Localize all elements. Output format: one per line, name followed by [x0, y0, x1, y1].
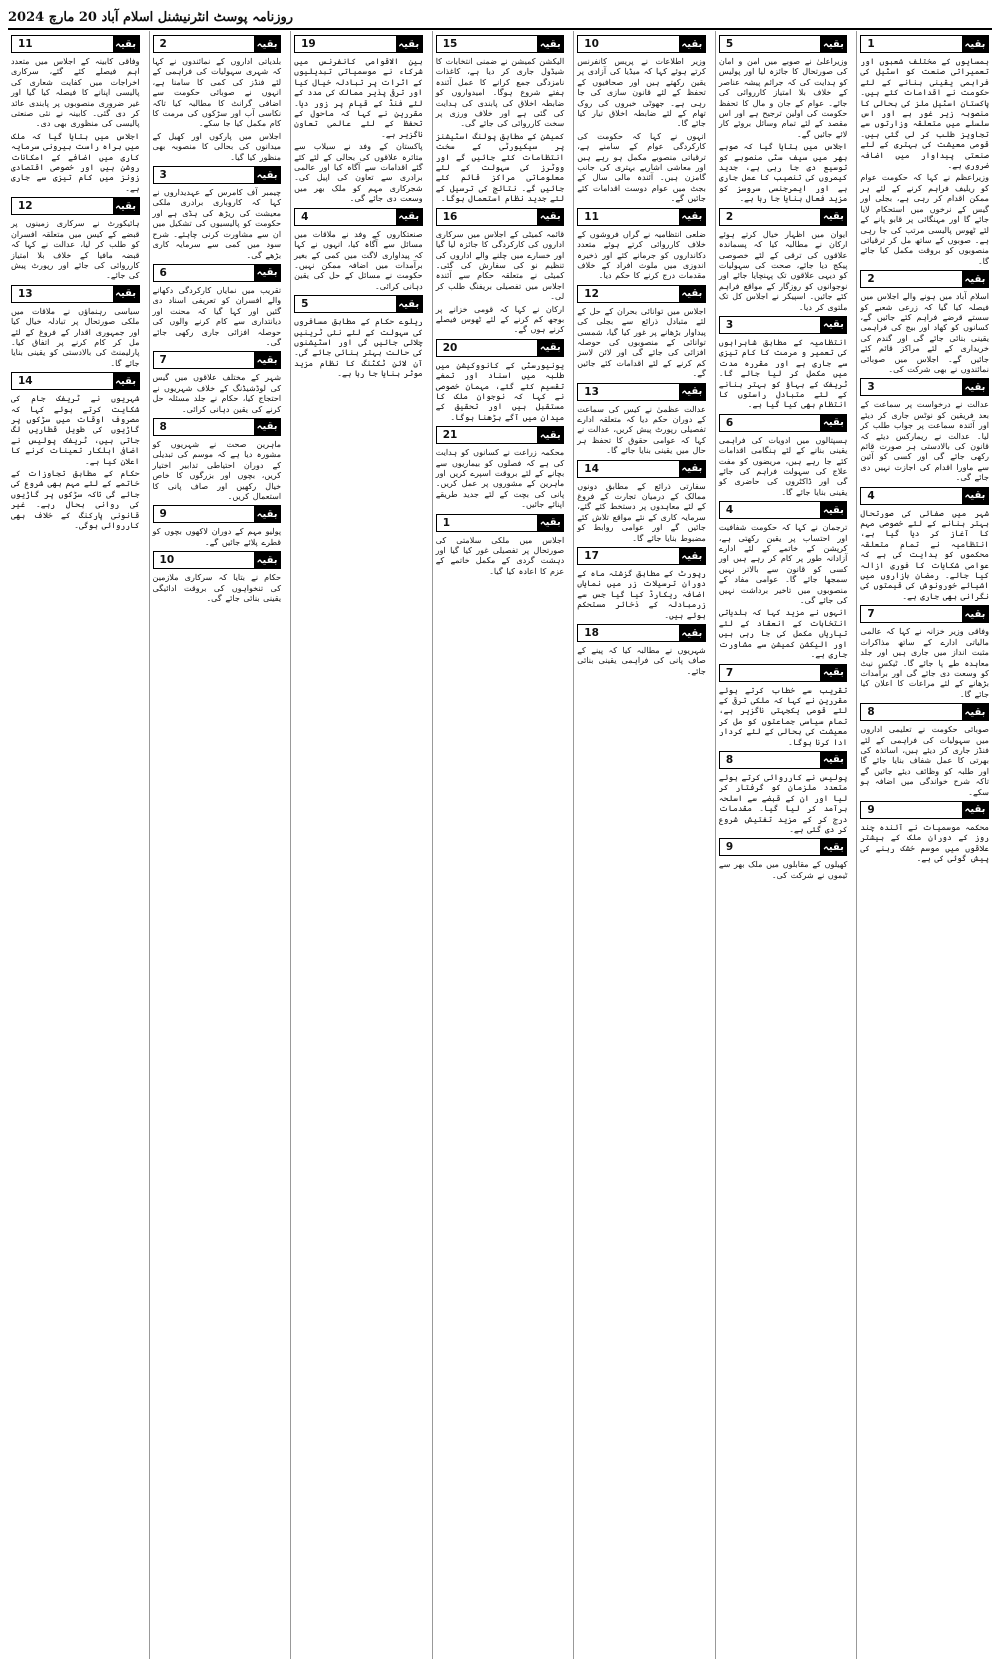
article-paragraph: انہوں نے مزید کہا کہ بلدیاتی انتخابات کے انعقاد کے لئے تیاریاں مکمل کی جا رہی ہیں اور الیکشن کمیشن سے مشاورت جاری ہے۔ — [718, 607, 848, 660]
continuation-number: 6 — [720, 415, 821, 431]
continuation-number: 21 — [437, 427, 538, 443]
masthead-title: روزنامہ پوسٹ انٹرنیشنل اسلام آباد 20 مارچ 2024 — [8, 9, 294, 25]
article-paragraph: اجلاس میں ملکی سلامتی کی صورتحال پر تفصیلی غور کیا گیا اور دہشت گردی کے مکمل خاتمے کے عزم کا اعادہ کیا گیا۔ — [435, 534, 565, 576]
continuation-number: 9 — [154, 506, 255, 522]
article-paragraph: اجلاس میں توانائی بحران کے حل کے لئے متبادل ذرائع سے بجلی کی پیداوار بڑھانے پر غور کیا گیا، شمسی توانائی کے منصوبوں کی حوصلہ افزائی کی جائے گی اور لائن لاسز کم کرنے کے لئے اقدامات کئے جائیں گے۔ — [577, 305, 706, 379]
continuation-label: بقیہ — [396, 36, 422, 52]
continuation-label: بقیہ — [679, 384, 705, 400]
continuation-number: 4 — [861, 488, 962, 504]
continuation-box — [577, 547, 706, 565]
article-paragraph: یونیورسٹی کے کانووکیشن میں طلبہ میں اسناد اور تمغے تقسیم کئے گئے، مہمان خصوصی نے کہا کہ نوجوان ملک کا مستقبل ہیں اور تحقیق کے میدان میں آگے بڑھنا ہوگا۔ — [435, 359, 565, 422]
article-paragraph: ہائیکورٹ نے سرکاری زمینوں پر قبضے کے کیس میں متعلقہ افسران کو طلب کر لیا، عدالت نے کہا کہ قبضہ مافیا کے خلاف بلا امتیاز کارروائی کی جائے اور رپورٹ پیش کی جائے۔ — [10, 218, 140, 281]
continuation-number: 1 — [437, 515, 538, 531]
continuation-number: 7 — [861, 606, 962, 622]
article-paragraph: محکمہ موسمیات نے آئندہ چند روز کے دوران ملک کے بیشتر علاقوں میں موسم خشک رہنے کی پیش گوئی کی ہے۔ — [860, 821, 989, 864]
continuation-box — [860, 378, 989, 396]
continuation-number: 2 — [720, 209, 821, 225]
article-paragraph: سیاسی رہنماؤں نے ملاقات میں ملکی صورتحال پر تبادلہ خیال کیا اور جمہوری اقدار کے فروغ کے لئے مل کر کام کرنے پر اتفاق کیا۔ پارلیمنٹ کی بالادستی کو یقینی بنایا جائے گا۔ — [10, 305, 140, 368]
continuation-label: بقیہ — [962, 379, 988, 395]
continuation-box — [719, 316, 848, 334]
continuation-box — [294, 208, 423, 226]
continuation-number: 8 — [720, 752, 821, 768]
continuation-box — [153, 418, 282, 436]
continuation-label: بقیہ — [679, 286, 705, 302]
continuation-box — [860, 605, 989, 623]
article-paragraph: شہریوں نے ٹریفک جام کی شکایت کرتے ہوئے کہا کہ مصروف اوقات میں سڑکوں پر گاڑیوں کی طویل قطاریں لگ جاتی ہیں، ٹریفک پولیس نے اضافی اہلکار تعینات کرنے کا اعلان کیا ہے۔ — [10, 393, 140, 466]
continuation-label: بقیہ — [962, 488, 988, 504]
continuation-number: 9 — [720, 839, 821, 855]
continuation-label: بقیہ — [820, 36, 846, 52]
continuation-label: بقیہ — [537, 36, 563, 52]
article-paragraph: ارکان نے کہا کہ قومی خزانے پر بوجھ کم کرنے کے لئے ٹھوس فیصلے کرنے ہوں گے۔ — [435, 303, 565, 335]
continuation-box — [436, 514, 565, 532]
article-paragraph: ہسپتالوں میں ادویات کی فراہمی یقینی بنانے کے لئے ہنگامی اقدامات کئے جا رہے ہیں، مریضوں کو مفت علاج کی سہولت فراہم کی جائے گی اور ڈاکٹروں کی حاضری کو یقینی بنایا جائے گا۔ — [718, 434, 848, 497]
column-5 — [290, 31, 426, 1659]
article-paragraph: محکمہ زراعت نے کسانوں کو ہدایت کی ہے کہ فصلوں کو بیماریوں سے بچانے کے لئے بروقت اسپرے کریں اور ماہرین کے مشوروں پر عمل کریں۔ پانی کی بچت کے لئے جدید طریقے اپنائے جائیں۔ — [435, 447, 565, 510]
continuation-box — [11, 372, 140, 390]
continuation-label: بقیہ — [113, 36, 139, 52]
continuation-number: 16 — [437, 209, 538, 225]
continuation-number: 14 — [12, 373, 113, 389]
continuation-box — [436, 339, 565, 357]
article-paragraph: صوبائی حکومت نے تعلیمی اداروں میں سہولیات کی فراہمی کے لئے فنڈز جاری کر دیئے ہیں، اساتذہ کی بھرتی کا عمل شفاف بنایا جائے گا اور طلبہ کو وظائف دیئے جائیں گے تاکہ شرح خواندگی میں اضافہ ہو سکے۔ — [860, 724, 989, 797]
article-paragraph: بلدیاتی اداروں کے نمائندوں نے کہا کہ شہری سہولیات کی فراہمی کے لئے فنڈز کی کمی کا سامنا ہے، انہوں نے صوبائی حکومت سے اضافی گرانٹ کا مطالبہ کیا تاکہ نکاسی آب اور سڑکوں کی مرمت کا کام مکمل کیا جا سکے۔ — [152, 56, 282, 129]
column-6 — [149, 31, 285, 1659]
continuation-number: 9 — [861, 802, 962, 818]
article-paragraph: رپورٹ کے مطابق گزشتہ ماہ کے دوران ترسیلات زر میں نمایاں اضافہ ریکارڈ کیا گیا جس سے زرمبادلہ کے ذخائر مستحکم ہوئے ہیں۔ — [577, 568, 706, 620]
continuation-box — [11, 35, 140, 53]
continuation-number: 17 — [578, 548, 679, 564]
continuation-box — [719, 414, 848, 432]
article-paragraph: قائمہ کمیٹی کے اجلاس میں سرکاری اداروں کی کارکردگی کا جائزہ لیا گیا اور خسارے میں چلنے والے اداروں کی تنظیم نو کی سفارش کی گئی۔ کمیٹی نے متعلقہ حکام سے آئندہ اجلاس میں تفصیلی بریفنگ طلب کر لی۔ — [435, 228, 565, 302]
article-paragraph: کھیلوں کے مقابلوں میں ملک بھر سے ٹیموں نے شرکت کی۔ — [718, 859, 848, 880]
continuation-label: بقیہ — [537, 515, 563, 531]
article-paragraph: شہر کے مختلف علاقوں میں گیس کی لوڈشیڈنگ کے خلاف شہریوں نے احتجاج کیا، حکام نے جلد مسئلہ حل کرنے کی یقین دہانی کرائی۔ — [152, 372, 282, 414]
continuation-box — [577, 285, 706, 303]
continuation-box — [719, 664, 848, 682]
continuation-box — [719, 35, 848, 53]
continuation-label: بقیہ — [254, 552, 280, 568]
continuation-label: بقیہ — [679, 625, 705, 641]
continuation-label: بقیہ — [254, 419, 280, 435]
article-paragraph: عدالت عظمیٰ نے کیس کی سماعت کے دوران حکم دیا کہ متعلقہ ادارے تفصیلی رپورٹ پیش کریں، عدالت نے کہا کہ عوامی حقوق کا تحفظ ہر حال میں یقینی بنایا جائے گا۔ — [577, 403, 706, 456]
column-2 — [715, 31, 851, 1659]
continuation-box — [719, 751, 848, 769]
article-paragraph: پاکستان کے وفد نے سیلاب سے متاثرہ علاقوں کی بحالی کے لئے کئے گئے اقدامات سے آگاہ کیا اور عالمی برادری سے تعاون کی اپیل کی۔ شجرکاری مہم کو ملک بھر میں وسعت دی جائے گی۔ — [294, 141, 423, 204]
column-3 — [573, 31, 709, 1659]
continuation-number: 2 — [154, 36, 255, 52]
continuation-box — [577, 383, 706, 401]
continuation-box — [153, 166, 282, 184]
continuation-box — [153, 264, 282, 282]
continuation-number: 3 — [720, 317, 821, 333]
continuation-label: بقیہ — [254, 265, 280, 281]
continuation-box — [577, 460, 706, 478]
article-paragraph: عدالت نے درخواست پر سماعت کے بعد فریقین کو نوٹس جاری کر دیئے اور آئندہ سماعت پر جواب طلب کر لیا۔ عدالت نے ریمارکس دیئے کہ قانون کی بالادستی ہر صورت قائم رکھی جائے گی اور کسی کو آئین سے ماورا اقدام کی اجازت نہیں دی جائے گی۔ — [860, 399, 989, 483]
continuation-label: بقیہ — [962, 606, 988, 622]
continuation-label: بقیہ — [820, 665, 846, 681]
continuation-box — [719, 838, 848, 856]
continuation-box — [577, 624, 706, 642]
continuation-box — [577, 35, 706, 53]
continuation-number: 13 — [12, 286, 113, 302]
article-paragraph: اجلاس میں پارکوں اور کھیل کے میدانوں کی بحالی کا منصوبہ بھی منظور کیا گیا۔ — [152, 130, 282, 162]
continuation-label: بقیہ — [679, 209, 705, 225]
continuation-label: بقیہ — [820, 317, 846, 333]
article-paragraph: پولیو مہم کے دوران لاکھوں بچوں کو قطرے پلائے جائیں گے۔ — [152, 526, 282, 547]
article-paragraph: پولیس نے کارروائی کرتے ہوئے متعدد ملزمان کو گرفتار کر لیا اور ان کے قبضے سے اسلحہ برآمد کر لیا گیا۔ مقدمات درج کر کے مزید تفتیش شروع کر دی گئی ہے۔ — [718, 771, 848, 834]
continuation-number: 14 — [578, 461, 679, 477]
continuation-label: بقیہ — [396, 209, 422, 225]
continuation-number: 11 — [578, 209, 679, 225]
article-paragraph: ضلعی انتظامیہ نے گراں فروشوں کے خلاف کارروائی کرتے ہوئے متعدد دکانداروں کو جرمانے کئے اور ذخیرہ اندوزی میں ملوث افراد کے خلاف مقدمات درج کرنے کا حکم دیا۔ — [577, 228, 706, 281]
article-paragraph: بین الاقوامی کانفرنس میں شرکاء نے موسمیاتی تبدیلیوں کے اثرات پر تبادلہ خیال کیا اور ترقی پذیر ممالک کی مدد کے لئے فنڈ کے قیام پر زور دیا۔ مقررین نے کہا کہ ماحول کے تحفظ کے لئے عالمی تعاون ناگزیر ہے۔ — [294, 56, 423, 139]
continuation-number: 15 — [437, 36, 538, 52]
continuation-label: بقیہ — [820, 752, 846, 768]
continuation-box — [153, 551, 282, 569]
continuation-number: 5 — [720, 36, 821, 52]
continuation-label: بقیہ — [254, 352, 280, 368]
continuation-label: بقیہ — [820, 415, 846, 431]
article-paragraph: شہریوں نے مطالبہ کیا کہ پینے کے صاف پانی کی فراہمی یقینی بنائی جائے۔ — [577, 645, 706, 676]
continuation-label: بقیہ — [113, 286, 139, 302]
continuation-label: بقیہ — [113, 198, 139, 214]
continuation-number: 10 — [154, 552, 255, 568]
continuation-number: 2 — [861, 271, 962, 287]
continuation-box — [577, 208, 706, 226]
continuation-number: 6 — [154, 265, 255, 281]
article-paragraph: کمیشن کے مطابق پولنگ اسٹیشنز پر سیکیورٹی کے سخت انتظامات کئے جائیں گے اور ووٹرز کی سہولت کے لئے معلوماتی مراکز قائم کئے جائیں گے۔ نتائج کی ترسیل کے لئے جدید نظام استعمال ہوگا۔ — [435, 130, 565, 204]
column-4 — [432, 31, 568, 1659]
article-paragraph: وزیراعلیٰ نے صوبے میں امن و امان کی صورتحال کا جائزہ لیا اور پولیس کو ہدایت کی کہ جرائم پیشہ عناصر کے خلاف بلا امتیاز کارروائی کی جائے۔ عوام کے جان و مال کا تحفظ حکومت کی اولین ترجیح ہے اور اس مقصد کے لئے تمام وسائل بروئے کار لائے جائیں گے۔ — [718, 56, 848, 139]
continuation-label: بقیہ — [820, 209, 846, 225]
continuation-label: بقیہ — [537, 209, 563, 225]
continuation-number: 12 — [578, 286, 679, 302]
article-paragraph: ایوان میں اظہار خیال کرتے ہوئے ارکان نے مطالبہ کیا کہ پسماندہ علاقوں کی ترقی کے لئے خصوصی پیکج دیا جائے، صحت کی سہولیات کو دیہی علاقوں تک پہنچایا جائے اور نوجوانوں کو روزگار کے مواقع فراہم کئے جائیں۔ اسپیکر نے اجلاس کل تک ملتوی کر دیا۔ — [718, 228, 848, 312]
article-paragraph: شہر میں صفائی کی صورتحال بہتر بنانے کے لئے خصوصی مہم کا آغاز کر دیا گیا ہے، انتظامیہ نے تمام متعلقہ محکموں کو ہدایت کی ہے کہ عوامی شکایات کا فوری ازالہ کیا جائے۔ رمضان بازاروں میں اشیائے خورونوش کی قیمتوں کی نگرانی بھی جاری ہے۔ — [860, 507, 989, 601]
article-paragraph: حکام کے مطابق تجاوزات کے خاتمے کے لئے مہم بھی شروع کی جائے گی تاکہ سڑکوں پر گاڑیوں کی روانی بحال رہے۔ غیر قانونی پارکنگ کے خلاف بھی کارروائی ہوگی۔ — [10, 468, 140, 531]
continuation-box — [436, 208, 565, 226]
article-paragraph: وفاقی وزیر خزانہ نے کہا کہ عالمی مالیاتی ادارے کے ساتھ مذاکرات مثبت انداز میں جاری ہیں اور جلد معاہدہ طے پا جائے گا۔ ٹیکس نیٹ کو وسعت دی جائے گی اور برآمدات بڑھانے کے لئے مراعات کا اعلان کیا جائے گا۔ — [860, 626, 989, 699]
column-1 — [856, 31, 992, 1659]
continuation-box — [719, 501, 848, 519]
masthead — [8, 6, 992, 30]
continuation-box — [860, 270, 989, 288]
continuation-box — [860, 35, 989, 53]
continuation-label: بقیہ — [962, 271, 988, 287]
continuation-label: بقیہ — [679, 461, 705, 477]
article-paragraph: تقریب میں نمایاں کارکردگی دکھانے والے افسران کو تعریفی اسناد دی گئیں اور کہا گیا کہ محنت اور دیانتداری سے کام کرنے والوں کی حوصلہ افزائی جاری رکھی جائے گی۔ — [152, 284, 282, 347]
article-paragraph: الیکشن کمیشن نے ضمنی انتخابات کا شیڈول جاری کر دیا ہے، کاغذات نامزدگی جمع کرانے کا عمل آئندہ ہفتے شروع ہوگا۔ امیدواروں کو ضابطہ اخلاق کی پابندی کی ہدایت کی گئی ہے اور خلاف ورزی پر سخت کارروائی کی جائے گی۔ — [435, 56, 565, 129]
continuation-box — [436, 426, 565, 444]
article-paragraph: ماہرین صحت نے شہریوں کو مشورہ دیا ہے کہ موسم کی تبدیلی کے دوران احتیاطی تدابیر اختیار کریں، بچوں اور بزرگوں کا خاص خیال رکھیں اور صاف پانی کا استعمال کریں۔ — [152, 438, 282, 501]
continuation-number: 7 — [720, 665, 821, 681]
continuation-label: بقیہ — [679, 548, 705, 564]
article-paragraph: اجلاس میں بتایا گیا کہ صوبے بھر میں سیف سٹی منصوبے کو توسیع دی جا رہی ہے، جدید کیمروں کی تنصیب کا عمل جاری ہے اور ایمرجنسی سروسز کو مزید فعال بنایا جا رہا ہے۔ — [718, 141, 848, 204]
continuation-label: بقیہ — [537, 340, 563, 356]
article-paragraph: اسلام آباد میں ہونے والے اجلاس میں فیصلہ کیا گیا کہ زرعی شعبے کو سستے قرضے فراہم کئے جائیں گے، کسانوں کو کھاد اور بیج کی فراہمی یقینی بنائی جائے گی اور گندم کی خریداری کے لئے مراکز قائم کئے جائیں گے۔ اجلاس میں صوبائی نمائندوں نے بھی شرکت کی۔ — [860, 291, 989, 374]
columns-container — [8, 31, 992, 1659]
article-paragraph: تقریب سے خطاب کرتے ہوئے مقررین نے کہا کہ ملکی ترقی کے لئے قومی یکجہتی ناگزیر ہے، تمام سیاسی جماعتوں کو مل کر معیشت کی بحالی کے لئے کردار ادا کرنا ہوگا۔ — [718, 684, 848, 747]
article-paragraph: وفاقی کابینہ کے اجلاس میں متعدد اہم فیصلے کئے گئے، سرکاری اخراجات میں کفایت شعاری کی پالیسی اپنانے کا فیصلہ کیا گیا اور غیر ضروری منصوبوں پر پابندی عائد کر دی گئی۔ کابینہ نے نئی صنعتی پالیسی کی منظوری بھی دی۔ — [10, 56, 140, 129]
continuation-box — [860, 703, 989, 721]
continuation-box — [436, 35, 565, 53]
continuation-label: بقیہ — [254, 36, 280, 52]
article-paragraph: وزیر اطلاعات نے پریس کانفرنس کرتے ہوئے کہا کہ میڈیا کی آزادی پر یقین رکھتے ہیں اور صحافیوں کے تحفظ کے لئے قانون سازی کی جا رہی ہے۔ جھوٹی خبروں کی روک تھام کے لئے ضابطہ اخلاق تیار کیا جائے گا۔ — [577, 56, 706, 129]
continuation-box — [153, 351, 282, 369]
continuation-box — [153, 505, 282, 523]
continuation-number: 20 — [437, 340, 538, 356]
continuation-number: 7 — [154, 352, 255, 368]
continuation-label: بقیہ — [820, 502, 846, 518]
article-paragraph: صنعتکاروں کے وفد نے ملاقات میں مسائل سے آگاہ کیا، انہوں نے کہا کہ پیداواری لاگت میں کمی کے بغیر برآمدات میں اضافہ ممکن نہیں۔ حکومت نے مسائل کے حل کی یقین دہانی کرائی۔ — [294, 228, 423, 291]
continuation-number: 1 — [861, 36, 962, 52]
article-paragraph: انتظامیہ کے مطابق شاہراہوں کی تعمیر و مرمت کا کام تیزی سے جاری ہے اور مقررہ مدت میں مکمل کر لیا جائے گا۔ ٹریفک کے بہاؤ کو بہتر بنانے کے لئے متبادل راستوں کا انتظام بھی کیا گیا ہے۔ — [718, 336, 848, 410]
continuation-number: 4 — [720, 502, 821, 518]
continuation-label: بقیہ — [962, 802, 988, 818]
continuation-number: 11 — [12, 36, 113, 52]
continuation-number: 4 — [295, 209, 396, 225]
continuation-number: 19 — [295, 36, 396, 52]
continuation-box — [11, 197, 140, 215]
continuation-label: بقیہ — [962, 704, 988, 720]
continuation-label: بقیہ — [254, 506, 280, 522]
continuation-label: بقیہ — [537, 427, 563, 443]
continuation-label: بقیہ — [254, 167, 280, 183]
continuation-label: بقیہ — [679, 36, 705, 52]
article-paragraph: ریلوے حکام کے مطابق مسافروں کی سہولت کے لئے نئی ٹرینیں چلائی جائیں گی اور اسٹیشنوں کی حالت بہتر بنائی جائے گی۔ آن لائن ٹکٹنگ کا نظام مزید موثر بنایا جا رہا ہے۔ — [294, 316, 423, 379]
article-paragraph: انہوں نے کہا کہ حکومت کی کارکردگی عوام کے سامنے ہے، ترقیاتی منصوبے مکمل ہو رہے ہیں اور معاشی اشاریے بہتری کی جانب گامزن ہیں۔ آئندہ مالی سال کے بجٹ میں عوام دوست اقدامات کئے جائیں گے۔ — [577, 130, 706, 204]
article-paragraph: چیمبر آف کامرس کے عہدیداروں نے کہا کہ کاروباری برادری ملکی معیشت کی ریڑھ کی ہڈی ہے اور حکومت کو پالیسیوں کی تشکیل میں ان سے مشاورت کرنی چاہئے۔ شرح سود میں کمی سے سرمایہ کاری بڑھے گی۔ — [152, 187, 282, 260]
continuation-number: 3 — [861, 379, 962, 395]
continuation-box — [860, 487, 989, 505]
continuation-number: 3 — [154, 167, 255, 183]
continuation-number: 18 — [578, 625, 679, 641]
continuation-box — [11, 285, 140, 303]
article-paragraph: وزیراعظم نے کہا کہ حکومت عوام کو ریلیف فراہم کرنے کے لئے ہر ممکن اقدام کر رہی ہے، بجلی اور گیس کے نرخوں میں استحکام لایا جائے گا اور مہنگائی پر قابو پانے کے لئے ٹھوس پالیسی مرتب کی جا رہی ہے۔ صوبوں کے ساتھ مل کر ترقیاتی منصوبوں کو بروقت مکمل کیا جائے گا۔ — [860, 172, 989, 266]
continuation-box — [153, 35, 282, 53]
continuation-box — [719, 208, 848, 226]
article-paragraph: سفارتی ذرائع کے مطابق دونوں ممالک کے درمیان تجارت کے فروغ کے لئے معاہدوں پر دستخط کئے گئے، سرمایہ کاری کے نئے مواقع تلاش کئے جائیں گے اور عوامی روابط کو مضبوط بنایا جائے گا۔ — [577, 480, 706, 543]
article-paragraph: اجلاس میں بتایا گیا کہ ملک میں براہ راست بیرونی سرمایہ کاری میں اضافے کے امکانات روشن ہیں اور خصوصی اقتصادی زونز میں کام تیزی سے جاری ہے۔ — [10, 130, 140, 193]
continuation-label: بقیہ — [962, 36, 988, 52]
continuation-number: 5 — [295, 296, 396, 312]
continuation-label: بقیہ — [820, 839, 846, 855]
continuation-number: 13 — [578, 384, 679, 400]
continuation-number: 12 — [12, 198, 113, 214]
continuation-box — [294, 35, 423, 53]
column-7 — [8, 31, 143, 1659]
continuation-label: بقیہ — [396, 296, 422, 312]
article-paragraph: ترجمان نے کہا کہ حکومت شفافیت اور احتساب پر یقین رکھتی ہے، کرپشن کے خاتمے کے لئے ادارے آزادانہ طور پر کام کر رہے ہیں اور کسی کو قانون سے بالاتر نہیں سمجھا جائے گا۔ عوامی مفاد کے منصوبوں میں تاخیر برداشت نہیں کی جائے گی۔ — [718, 522, 848, 606]
continuation-box — [860, 801, 989, 819]
continuation-number: 8 — [861, 704, 962, 720]
continuation-number: 8 — [154, 419, 255, 435]
article-paragraph: ہمسایوں کے مختلف شعبوں اور تعمیراتی صنعت کو اسٹیل کی فراہمی یقینی بنانے کے لئے حکومت نے اقدامات کئے ہیں۔ پاکستان اسٹیل ملز کی بحالی کا منصوبہ زیر غور ہے اور اس سلسلے میں متعلقہ وزارتوں سے تجاویز طلب کر لی گئی ہیں۔ قومی معیشت کی بہتری کے لئے صنعتی پیداوار میں اضافہ ضروری ہے۔ — [860, 56, 989, 171]
continuation-box — [294, 295, 423, 313]
continuation-label: بقیہ — [113, 373, 139, 389]
article-paragraph: حکام نے بتایا کہ سرکاری ملازمین کی تنخواہوں کی بروقت ادائیگی یقینی بنائی جائے گی۔ — [152, 572, 282, 604]
continuation-number: 10 — [578, 36, 679, 52]
